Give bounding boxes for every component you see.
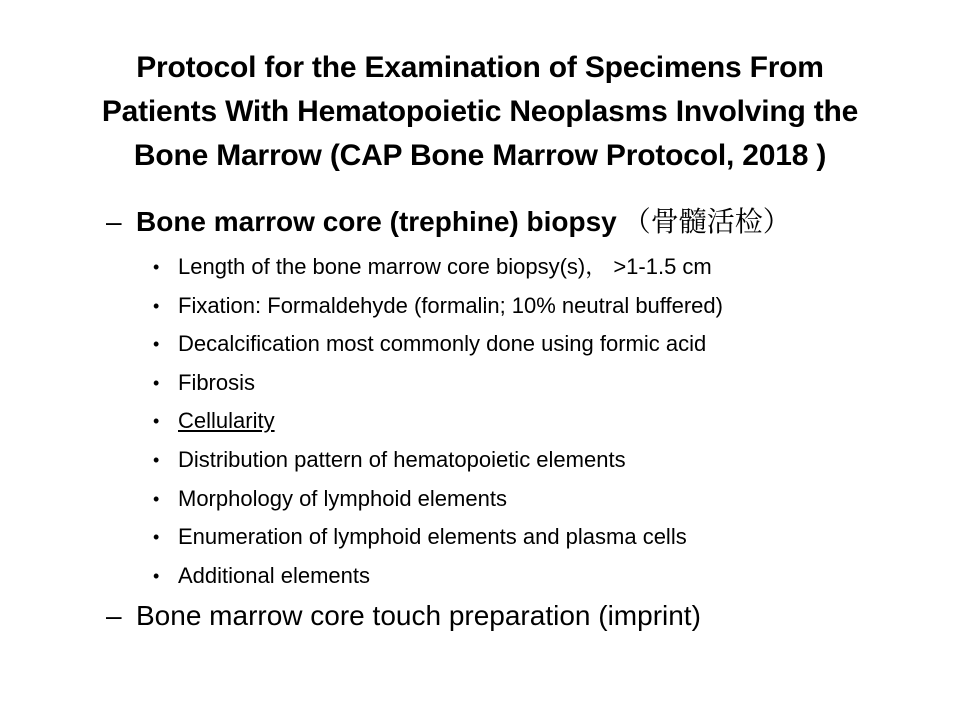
bullet-marker: •	[153, 449, 160, 470]
bullet-list	[153, 248, 723, 595]
title-line-3: Bone Marrow (CAP Bone Marrow Protocol, 2018 )	[133, 139, 827, 172]
bullet-item-distribution	[153, 441, 723, 480]
bullet-marker: •	[153, 334, 160, 355]
level1-text: Bone marrow core touch preparation (imprint)	[136, 600, 701, 631]
bullet-marker: •	[153, 565, 160, 586]
level1-item-touch-preparation	[106, 599, 701, 633]
bullet-text: Decalcification most commonly done using formic acid	[178, 331, 707, 357]
bullet-item-fibrosis	[153, 364, 723, 403]
bullet-text: Distribution pattern of hematopoietic elements	[178, 446, 626, 472]
bullet-marker: •	[153, 527, 160, 548]
slide-title	[40, 46, 920, 178]
bullet-item-fixation	[153, 287, 723, 326]
bullet-text: Fibrosis	[178, 369, 256, 395]
bullet-marker: •	[153, 295, 160, 316]
bullet-text: Fixation: Formaldehyde (formalin; 10% neutral buffered)	[178, 292, 723, 318]
level1-cjk-text: （骨髓活检）	[622, 205, 791, 238]
bullet-item-enumeration	[153, 518, 723, 557]
dash-marker: –	[106, 600, 122, 631]
bullet-text: Additional elements	[178, 562, 371, 588]
bullet-item-length	[153, 248, 723, 287]
bullet-marker: •	[153, 257, 160, 277]
bullet-marker: •	[153, 372, 160, 393]
bullet-text-underlined: Cellularity	[178, 408, 275, 434]
bullet-item-additional	[153, 557, 723, 596]
bullet-text: Morphology of lymphoid elements	[178, 485, 507, 511]
bullet-marker: •	[153, 411, 160, 432]
bullet-text: Length of the bone marrow core biopsy(s)， >1-1.5 cm	[178, 254, 712, 279]
bullet-item-decalcification	[153, 325, 723, 364]
level1-item-core-biopsy	[106, 205, 791, 239]
bullet-item-cellularity	[153, 402, 723, 441]
bullet-item-morphology	[153, 480, 723, 519]
title-line-2: Patients With Hematopoietic Neoplasms Involving the	[101, 95, 859, 128]
title-line-1: Protocol for the Examination of Specimens From	[136, 51, 824, 84]
bullet-text: Enumeration of lymphoid elements and plasma cells	[178, 524, 687, 550]
dash-marker: –	[106, 206, 122, 237]
bullet-marker: •	[153, 488, 160, 509]
level1-text: Bone marrow core (trephine) biopsy	[136, 206, 617, 237]
